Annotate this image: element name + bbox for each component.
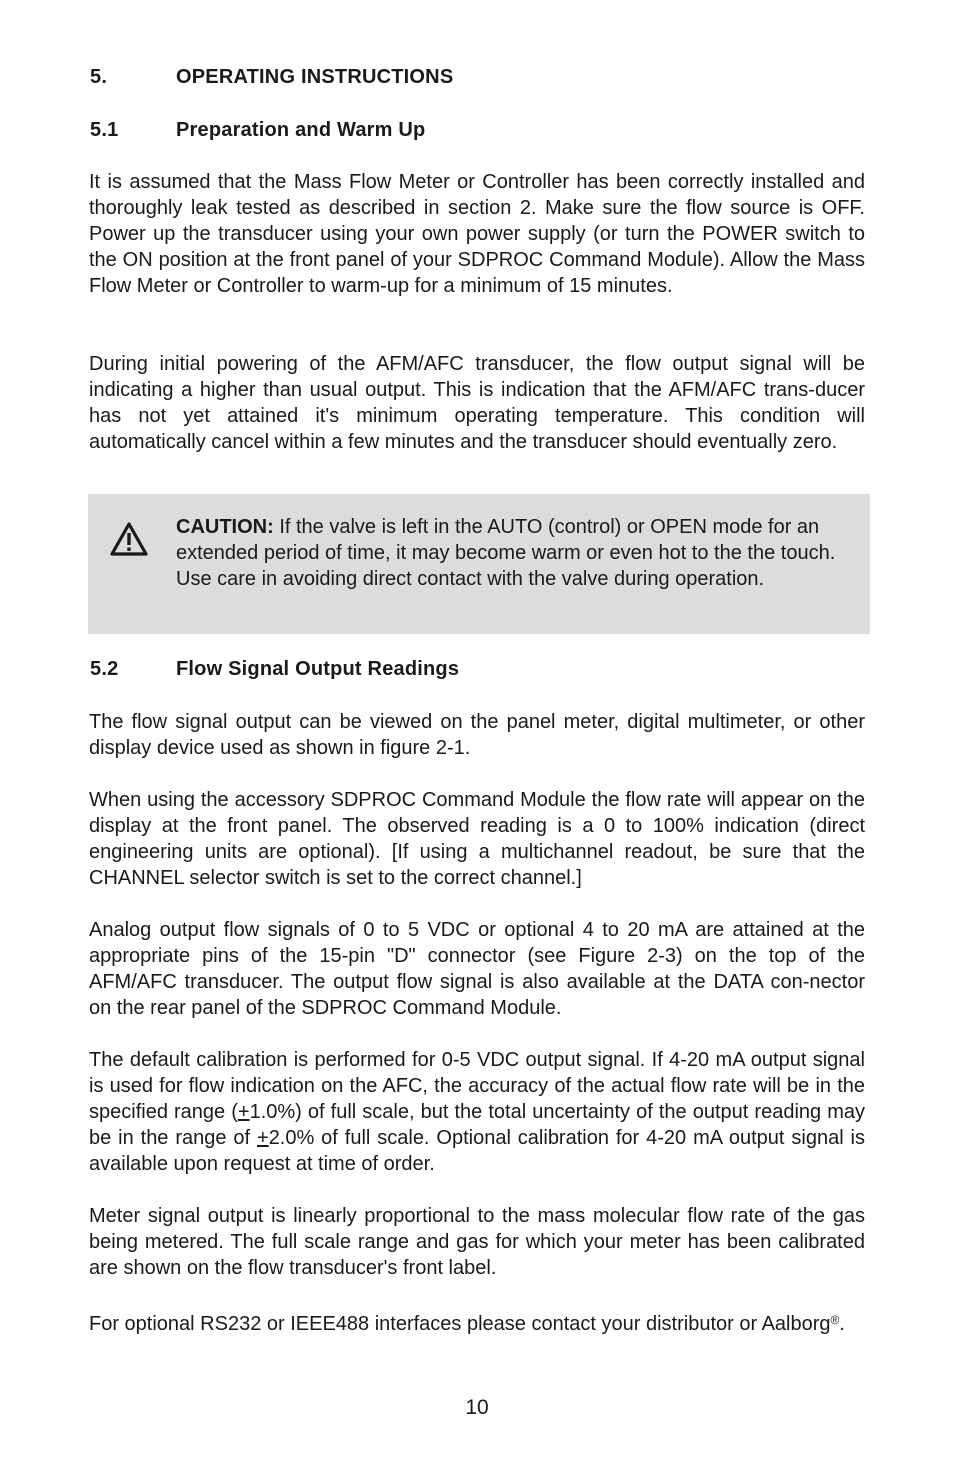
plus-minus-symbol: + (257, 1127, 269, 1149)
section-5-2-heading (90, 658, 459, 681)
paragraph-output-2: When using the accessory SDPROC Command Module the flow rate will appear on the display at the front panel. The observed reading is a 0 to 100% indication (direct engineering units are optional). [If using a multichannel readout, be sure that the CHANNEL selector switch is set to the correct channel.] (89, 789, 865, 889)
section-title: Flow Signal Output Readings (176, 658, 460, 680)
paragraph-warm-up-2: During initial powering of the AFM/AFC transducer, the flow output signal will be indicating a higher than usual output. This is indication that the AFM/AFC trans-ducer has not yet attained it's minimum operating temperature. This condition will automatically cancel within a few minutes and the transducer should eventually zero. (89, 353, 865, 453)
section-title: Preparation and Warm Up (176, 119, 426, 141)
paragraph-output-4 (89, 1047, 865, 1177)
text-run: 1.0%) of full scale, but the total uncertainty of the output reading may be in the range of (89, 1101, 865, 1149)
paragraph-output-1: The flow signal output can be viewed on the panel meter, digital multimeter, or other display device used as shown in figure 2-1. (89, 711, 865, 759)
paragraph-output-5: Meter signal output is linearly proportional to the mass molecular flow rate of the gas being metered. The full scale range and gas for which your meter has been calibrated are shown on the flow transducer's front label. (89, 1205, 865, 1279)
caution-label: CAUTION: (176, 516, 274, 538)
page-number: 10 (465, 1396, 489, 1419)
section-5-heading (90, 66, 453, 89)
caution-box (88, 494, 870, 634)
section-number: 5.1 (90, 119, 119, 141)
warning-triangle-icon (110, 522, 148, 556)
section-title: OPERATING INSTRUCTIONS (176, 66, 454, 88)
section-5-1-heading (90, 119, 425, 142)
text-run: The default calibration is performed for 0-5 VDC output signal. If 4-20 mA output signal is used for flow indication on the AFC, the accuracy of the actual flow rate will be in the specified range ( (89, 1049, 865, 1123)
registered-mark: ® (830, 1313, 840, 1327)
caution-text (176, 514, 836, 592)
text-run: 2.0% of full scale. Optional calibration for 4-20 mA output signal is available upon request at time of order. (89, 1127, 865, 1175)
section-number: 5. (90, 66, 108, 88)
paragraph-output-3: Analog output flow signals of 0 to 5 VDC or optional 4 to 20 mA are attained at the appropriate pins of the 15-pin "D" connector (see Figure 2-3) on the top of the AFM/AFC transducer. The output flow signal is also available at the DATA con-nector on the rear panel of the SDPROC Command Module. (89, 919, 865, 1019)
section-number: 5.2 (90, 658, 119, 680)
plus-minus-symbol: + (237, 1101, 250, 1123)
paragraph-warm-up-1: It is assumed that the Mass Flow Meter or Controller has been correctly installed and thoroughly leak tested as described in section 2. Make sure the flow source is OFF. Power up the transducer using your own power supply (or turn the POWER switch to the ON position at the front panel of your SDPROC Command Module). Allow the Mass Flow Meter or Controller to warm-up for a minimum of 15 minutes. (89, 171, 865, 297)
paragraph-output-6 (89, 1307, 865, 1337)
text-run: For optional RS232 or IEEE488 interfaces please contact your distributor or Aalborg (89, 1313, 831, 1335)
text-run: . (839, 1313, 845, 1335)
caution-body: If the valve is left in the AUTO (control) or OPEN mode for an extended period of time, it may become warm or even hot to the the touch. Use care in avoiding direct contact with the valve during operation. (176, 516, 836, 590)
